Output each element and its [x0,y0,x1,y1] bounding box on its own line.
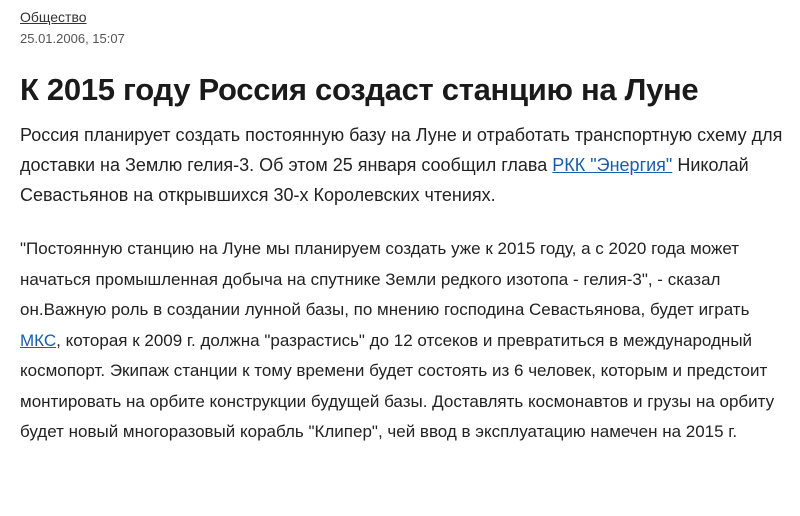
iss-link[interactable]: МКС [20,330,57,350]
article-body [20,234,790,448]
rkk-energia-link[interactable]: РКК "Энергия" [552,155,673,175]
article-title: К 2015 году Россия создаст станцию на Луне [20,72,699,107]
publish-date: 25.01.2006, 15:07 [20,31,125,46]
body-text-before: "Постоянную станцию на Луне мы планируем создать уже к 2015 году, а с 2020 года может начаться промышленная добыча на спутнике Земли редкого изотопа - гелия-3", - сказал он.Важную роль в создании лунной базы, по мнению господина Севастьянова, будет играть [20,239,750,319]
lead-text-before: Россия планирует создать постоянную базу на Луне и отработать транспортную схему для доставки на Землю гелия-3. Об этом 25 января сообщил глава [20,125,783,175]
article [20,8,790,448]
lead-text-after: Николай Севастьянов на открывшихся 30-х Королевских чтениях. [20,155,749,205]
body-text-after: , которая к 2009 г. должна "разрастись" до 12 отсеков и превратиться в международный космопорт. Экипаж станции к тому времени будет состоять из 6 человек, которым и предстоит монтировать на орбите конструкции будущей базы. Доставлять космонавтов и грузы на орбиту будет новый многоразовый корабль "Клипер", чей ввод в эксплуатацию намечен на 2015 г. [20,330,775,441]
rubric-link[interactable]: Общество [20,9,87,25]
article-lead [20,120,790,210]
